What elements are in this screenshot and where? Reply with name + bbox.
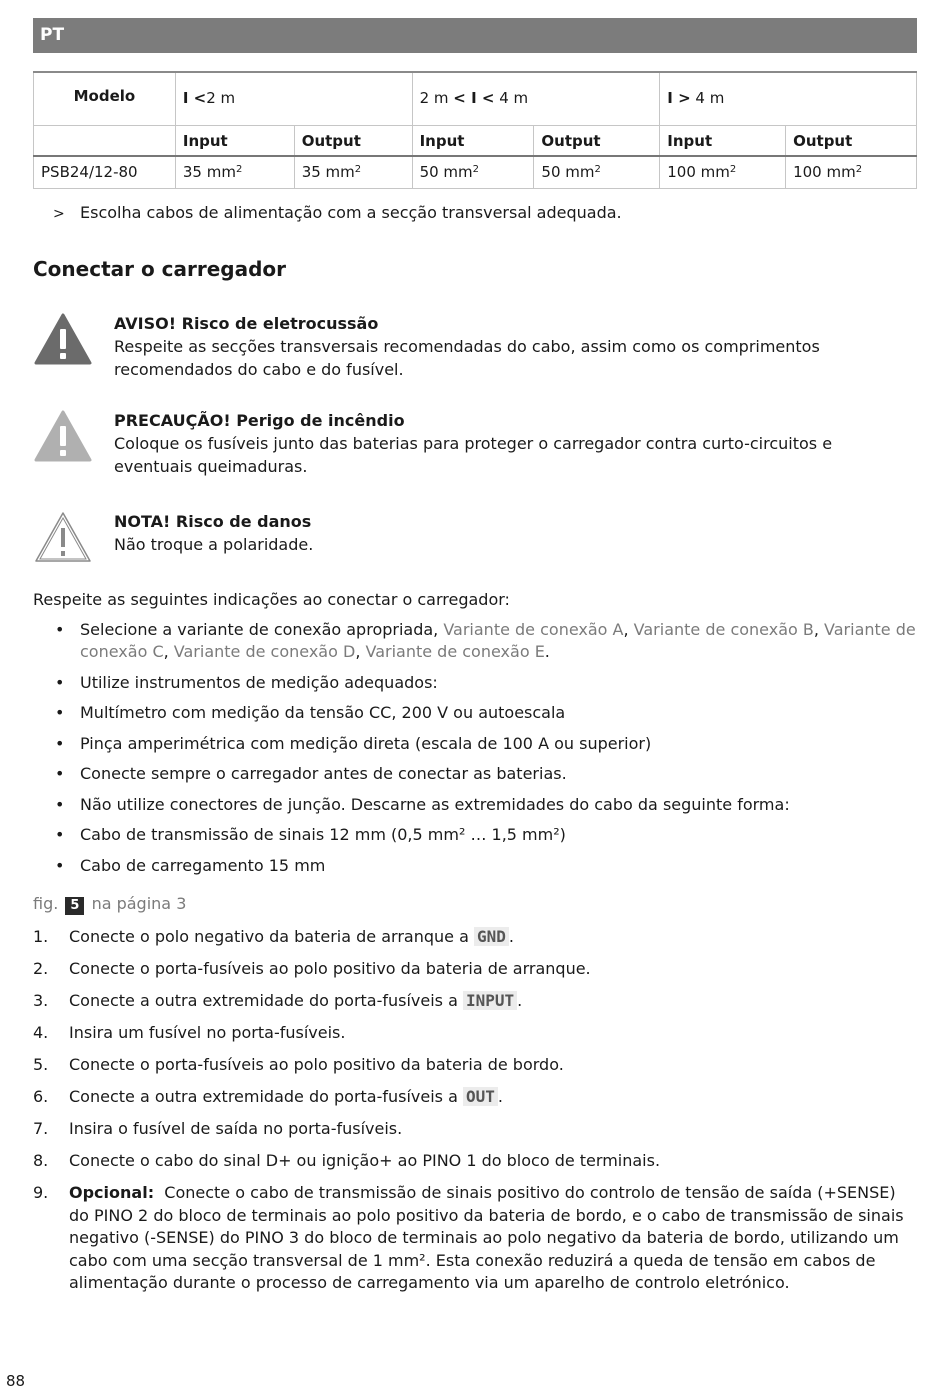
step-item: 2. Conecte o porta-fusíveis ao polo positivo da bateria de arranque.	[33, 959, 591, 978]
table-subheader: Output	[786, 125, 917, 156]
length-group-header-1: I <2 m	[175, 72, 412, 125]
list-item: • Utilize instrumentos de medição adequados:	[55, 672, 438, 692]
list-item: • Pinça amperimétrica com medição direta (escala de 100 A ou superior)	[55, 733, 652, 753]
terminal-label: INPUT	[463, 991, 517, 1010]
list-item: • Conecte sempre o carregador antes de conectar as baterias.	[55, 764, 567, 783]
language-header-bar	[33, 18, 917, 53]
link-variant-c[interactable]: Variante de conexão C	[80, 620, 916, 661]
step-item: 8. Conecte o cabo do sinal D+ ou ignição+ ao PINO 1 do bloco de terminais.	[33, 1151, 661, 1170]
warning-title: AVISO! Risco de eletrocussão	[114, 314, 379, 333]
figure-reference[interactable]: fig. 5 na página 3	[33, 894, 187, 913]
list-item: • Selecione a variante de conexão apropriada, Variante de conexão A, Variante de conexão B, Variante de conexão C, Variante de conexão D, Variante de conexão E.	[55, 620, 916, 661]
instruction-line	[53, 203, 622, 222]
table-cell: 35 $mm^2$	[294, 156, 412, 188]
terminal-label: OUT	[463, 1087, 498, 1106]
cable-spec-table	[33, 71, 917, 189]
terminal-label: GND	[474, 927, 509, 946]
warning-triangle-outline-icon	[33, 510, 93, 564]
step-item: 9. Opcional: Conecte o cabo de transmissão de sinais positivo do controlo de tensão de saída (+SENSE) do PINO 2 do bloco de terminais ao polo positivo da bateria de bordo, e o cabo de transmissão de sinais negativo (-SENSE) do PINO 3 do bloco de terminais ao polo negativo da bateria de bordo, utilizando um cabo com uma secção transversal de 1 mm². Esta conexão reduzirá a queda de tensão em cabos de alimentação durante o processo de carregamento via um aparelho de controlo eletrónico.	[33, 1183, 904, 1292]
link-variant-d[interactable]: Variante de conexão D	[173, 642, 356, 661]
figure-number-badge: 5	[65, 897, 84, 915]
warning-triangle-dark-icon	[33, 312, 93, 366]
step-item: 5. Conecte o porta-fusíveis ao polo positivo da bateria de bordo.	[33, 1055, 564, 1074]
instruction-text: Escolha cabos de alimentação com a secção transversal adequada.	[80, 203, 622, 222]
table-subheader: Input	[412, 125, 534, 156]
table-cell: 35 $mm^2$	[175, 156, 294, 188]
length-group-header-3: I > 4 m	[660, 72, 917, 125]
caution-body: Coloque os fusíveis junto das baterias para proteger o carregador contra curto-circuitos e eventuais queimaduras.	[114, 434, 833, 476]
table-cell-model: PSB24/12-80	[34, 156, 176, 188]
steps-list	[33, 926, 917, 1304]
arrow-icon: >	[53, 206, 65, 222]
table-cell: 100 $mm^2$	[660, 156, 786, 188]
link-variant-e[interactable]: Variante de conexão E	[365, 642, 545, 661]
language-label: PT	[40, 25, 65, 45]
requirements-list	[33, 619, 917, 885]
table-header-row	[34, 72, 917, 125]
table-subheader: Output	[534, 125, 660, 156]
table-subheader: Output	[294, 125, 412, 156]
table-subheader: Input	[660, 125, 786, 156]
table-row	[34, 156, 917, 188]
link-variant-b[interactable]: Variante de conexão B	[633, 620, 814, 639]
list-item: • Não utilize conectores de junção. Descarne as extremidades do cabo da seguinte forma:	[55, 794, 790, 814]
table-cell: 100 $mm^2$	[786, 156, 917, 188]
page-number: 88	[6, 1372, 26, 1390]
model-header: Modelo	[34, 72, 176, 125]
step-item: 4. Insira um fusível no porta-fusíveis.	[33, 1023, 346, 1042]
list-item: • Cabo de carregamento 15 mm	[55, 855, 326, 875]
table-subheader: Input	[175, 125, 294, 156]
step-item: 7. Insira o fusível de saída no porta-fusíveis.	[33, 1119, 403, 1138]
intro-text: Respeite as seguintes indicações ao conectar o carregador:	[33, 590, 510, 609]
list-item: • Cabo de transmissão de sinais 12 mm (0,5 mm² … 1,5 mm²)	[55, 825, 566, 844]
list-item: • Multímetro com medição da tensão CC, 200 V ou autoescala	[55, 703, 566, 722]
section-title: Conectar o carregador	[33, 257, 287, 281]
warning-triangle-light-icon	[33, 409, 93, 463]
table-cell: 50 $mm^2$	[412, 156, 534, 188]
link-variant-a[interactable]: Variante de conexão A	[443, 620, 624, 639]
table-cell	[34, 125, 176, 156]
warning-body: Respeite as secções transversais recomendadas do cabo, assim como os comprimentos recomendados do cabo e do fusível.	[114, 337, 820, 379]
step-item: 3. Conecte a outra extremidade do porta-fusíveis a INPUT .	[33, 991, 523, 1010]
length-group-header-2: 2 m < I < 4 m	[412, 72, 660, 125]
step-item: 6. Conecte a outra extremidade do porta-fusíveis a OUT .	[33, 1087, 503, 1106]
notice-body: Não troque a polaridade.	[114, 535, 314, 554]
table-subheader-row	[34, 125, 917, 156]
table-cell: 50 $mm^2$	[534, 156, 660, 188]
notice-title: NOTA! Risco de danos	[114, 512, 312, 531]
step-item: 1. Conecte o polo negativo da bateria de arranque a GND .	[33, 927, 514, 946]
caution-title: PRECAUÇÃO! Perigo de incêndio	[114, 411, 405, 430]
optional-label: Opcional:	[69, 1183, 155, 1202]
